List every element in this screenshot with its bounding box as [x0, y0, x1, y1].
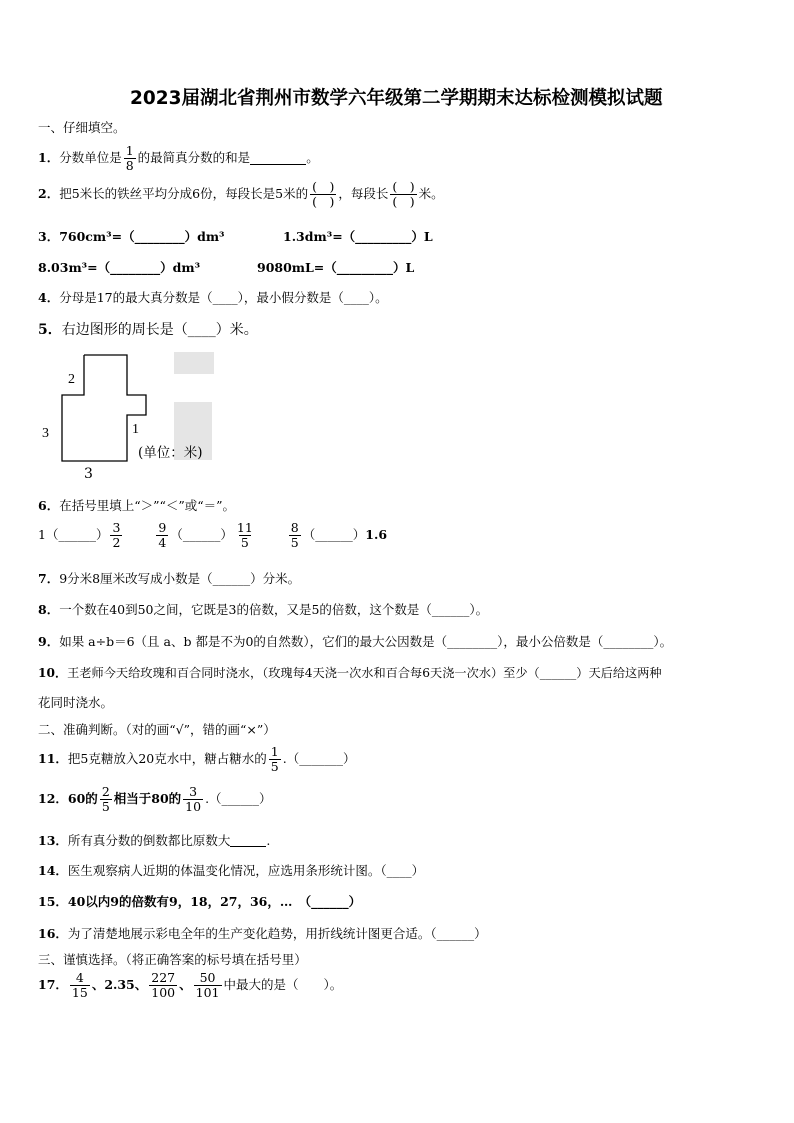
answer-blank[interactable]: 中最大的是（ ）。: [223, 977, 343, 993]
question-16: [38, 928, 487, 941]
question-text: 相当于80的: [113, 791, 182, 807]
answer-blank[interactable]: [230, 834, 266, 847]
label-bottom: 3: [84, 466, 93, 482]
answer-blank[interactable]: .（_______）: [282, 751, 356, 767]
question-number: 4．: [38, 290, 60, 305]
label-right: 1: [132, 422, 139, 437]
question-number: 16．: [38, 926, 68, 941]
numerator: 1: [125, 143, 134, 158]
question-10: [38, 667, 662, 679]
numerator: 227: [151, 970, 176, 985]
section-heading: 二、准确判断。（对的画“√”，错的画“×”）: [38, 722, 276, 737]
question-number: 17．: [38, 977, 68, 993]
question-text: 右边图形的周长是（____）米。: [61, 322, 258, 338]
question-13: [38, 834, 270, 847]
question-number: 10．: [38, 666, 68, 680]
question-number: 8．: [38, 602, 60, 617]
question-5: [38, 323, 258, 337]
denominator: ( ): [312, 193, 335, 209]
question-number: 3．: [38, 229, 60, 244]
question-number: 5．: [38, 322, 62, 338]
numerator: 50: [199, 970, 216, 985]
denominator: 101: [195, 984, 220, 1000]
label-top: 2: [68, 372, 75, 387]
numerator: 9: [158, 520, 167, 535]
question-8: [38, 604, 488, 617]
denominator: 5: [240, 534, 249, 550]
numerator: 11: [236, 520, 253, 535]
denominator: ( ): [392, 193, 415, 209]
question-11: [38, 746, 355, 773]
question-17: [38, 972, 342, 999]
question-text: 所有真分数的倒数都比原数大: [67, 832, 231, 848]
numerator: 1: [270, 744, 279, 759]
shape-outline: [62, 355, 146, 461]
question-2: [38, 181, 444, 208]
question-text: 40以内9的倍数有9，18，27，36，… （______）: [67, 894, 362, 909]
question-text: 米。: [418, 186, 444, 202]
question-text: ，每段长: [338, 186, 389, 202]
numerator: ( ): [312, 179, 335, 194]
answer-blank[interactable]: .（______）: [205, 791, 272, 807]
unit-label: (单位：米): [138, 445, 203, 461]
question-text: 把5克糖放入20克水中，糖占糖水的: [67, 751, 267, 767]
question-number: 6．: [38, 498, 60, 513]
denominator: 10: [185, 798, 202, 814]
comparison-row: [38, 522, 387, 549]
question-number: 15．: [38, 894, 68, 909]
section-heading: 三、谨慎选择。（将正确答案的标号填在括号里）: [38, 952, 307, 967]
numerator: 4: [75, 970, 84, 985]
numerator: 3: [189, 784, 198, 799]
question-text: 王老师今天给玫瑰和百合同时浇水，（玫瑰每4天浇一次水和百合每6天浇一次水）至少（______）天后给这两种: [67, 666, 662, 680]
question-text: 分数单位是: [59, 150, 122, 166]
fraction-blank[interactable]: [310, 181, 336, 208]
value: 1.6: [365, 527, 388, 543]
question-text: 、2.35、: [91, 977, 148, 993]
question-15: [38, 896, 361, 909]
denominator: 4: [158, 534, 167, 550]
conversion-d[interactable]: 9080mL=（_________）L: [257, 260, 415, 275]
question-text: 60的: [67, 791, 98, 807]
fraction: [156, 522, 168, 549]
fraction: [235, 522, 255, 549]
question-1: [38, 145, 319, 172]
question-text: 医生观察病人近期的体温变化情况，应选用条形统计图。（____）: [67, 863, 425, 878]
question-number: 14．: [38, 863, 68, 878]
question-number: 13．: [38, 832, 68, 848]
numerator: 2: [101, 784, 110, 799]
question-9: [38, 636, 672, 649]
question-3: [38, 231, 225, 244]
question-number: 12．: [38, 791, 68, 807]
question-text: 分母是17的最大真分数是（____），最小假分数是（____）。: [59, 290, 388, 305]
question-text: 一个数在40到50之间，它既是3的倍数，又是5的倍数，这个数是（______）。: [59, 602, 489, 617]
answer-blank[interactable]: （______）: [45, 527, 109, 543]
question-text: 在括号里填上“＞”“＜”或“＝”。: [59, 498, 236, 513]
numerator: 3: [112, 520, 121, 535]
denominator: 5: [101, 798, 110, 814]
denominator: 100: [151, 984, 176, 1000]
question-text: .: [266, 832, 271, 848]
fraction: [100, 786, 112, 813]
value: 1: [38, 527, 46, 543]
fraction-blank[interactable]: [390, 181, 416, 208]
fraction: [289, 522, 301, 549]
question-text: 。: [306, 150, 319, 166]
watermark: [174, 352, 214, 460]
question-text: 花同时浇水。: [38, 695, 114, 710]
question-4: [38, 292, 388, 305]
denominator: 5: [290, 534, 299, 550]
question-text: 为了清楚地展示彩电全年的生产变化趋势，用折线统计图更合适。（______）: [67, 926, 487, 941]
question-text: 、: [179, 977, 192, 993]
denominator: 15: [71, 984, 88, 1000]
fraction: [194, 972, 222, 999]
numerator: ( ): [392, 179, 415, 194]
answer-blank[interactable]: （______）: [170, 527, 233, 543]
question-6: [38, 500, 235, 513]
shape-figure: [34, 347, 224, 467]
question-number: 1．: [38, 150, 60, 166]
question-text: 9分米8厘米改写成小数是（______）分米。: [59, 571, 301, 586]
denominator: 8: [125, 157, 134, 173]
label-left: 3: [42, 426, 49, 441]
fraction: [269, 746, 281, 773]
section-heading: 一、仔细填空。: [38, 120, 126, 135]
fraction: [124, 145, 136, 172]
conversion-a[interactable]: 760cm³=（________）dm³: [59, 229, 225, 244]
question-7: [38, 573, 300, 586]
fraction: [183, 786, 203, 813]
page-title: 2023届湖北省荆州市数学六年级第二学期期末达标检测模拟试题: [130, 88, 663, 109]
question-number: 2．: [38, 186, 60, 202]
question-text: 如果 a÷b＝6（且 a、b 都是不为0的自然数），它们的最大公因数是（________），最小公倍数是（________）。: [59, 634, 673, 649]
question-text: 的最简真分数的和是: [137, 150, 251, 166]
question-number: 11．: [38, 751, 68, 767]
denominator: 2: [112, 534, 121, 550]
question-number: 9．: [38, 634, 60, 649]
fraction: [70, 972, 90, 999]
fraction: [110, 522, 122, 549]
question-14: [38, 865, 424, 878]
fraction: [149, 972, 177, 999]
question-number: 7．: [38, 571, 60, 586]
answer-blank[interactable]: （______）: [302, 527, 366, 543]
question-text: 把5米长的铁丝平均分成6份，每段长是5米的: [59, 186, 309, 202]
denominator: 5: [270, 758, 279, 774]
answer-blank[interactable]: [250, 152, 306, 165]
question-12: [38, 786, 272, 813]
numerator: 8: [290, 520, 299, 535]
conversion-c[interactable]: 8.03m³=（________）dm³: [38, 260, 201, 275]
conversion-b[interactable]: 1.3dm³=（_________）L: [283, 229, 433, 244]
